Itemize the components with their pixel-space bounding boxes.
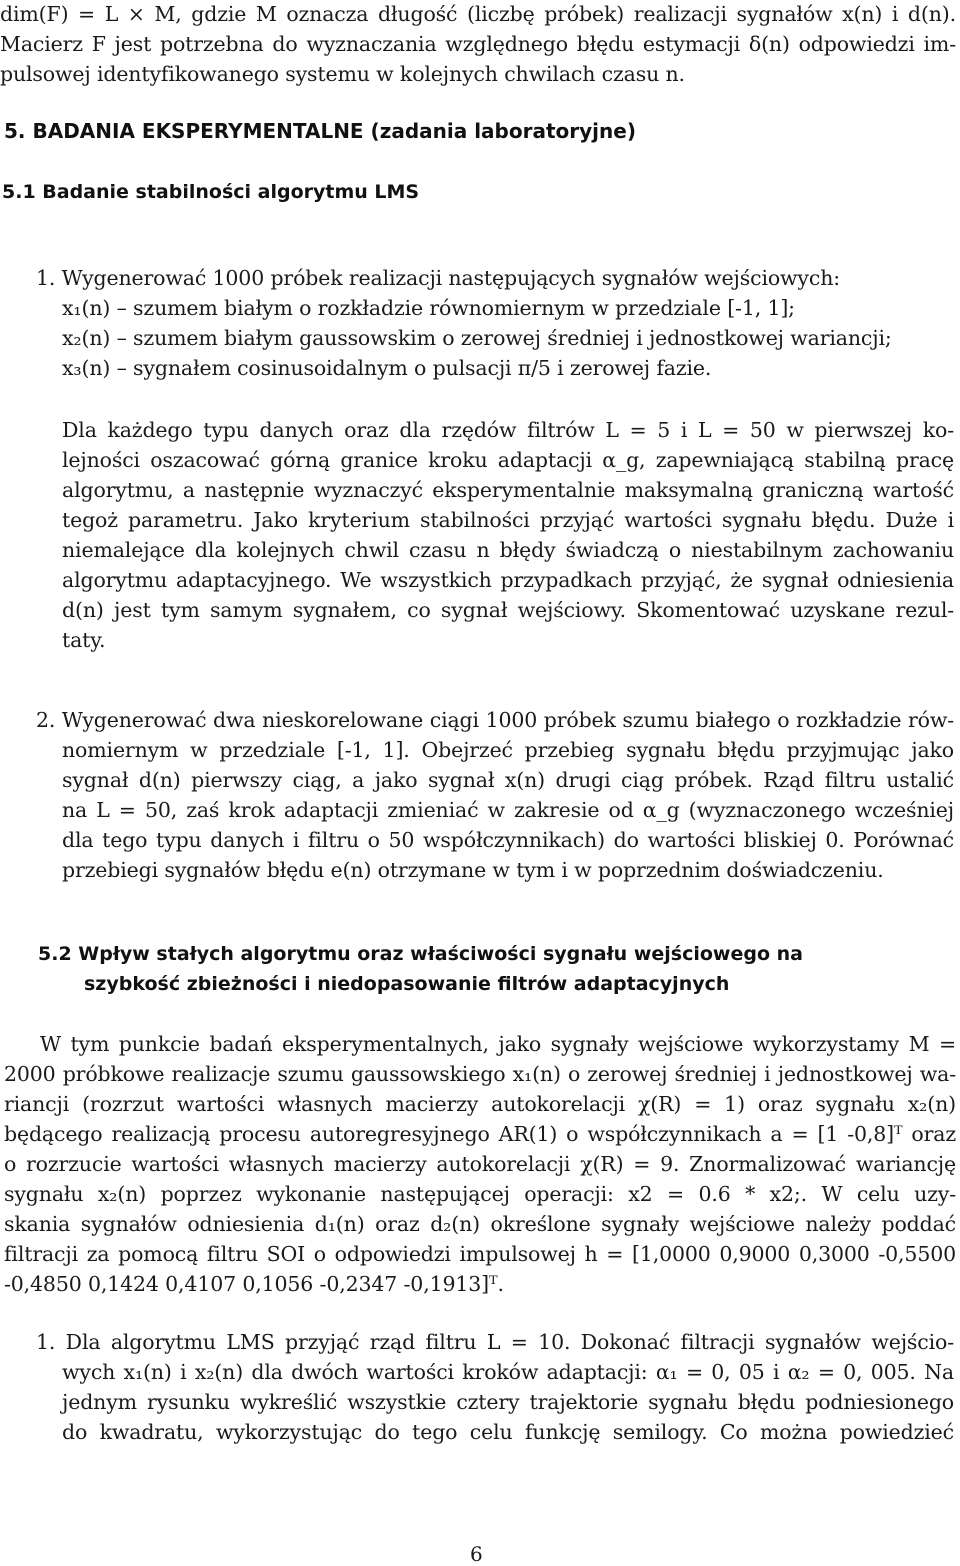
text-line: dla tego typu danych i filtru o 50 współczynnikach) do wartości bliskiej 0. Porównać xyxy=(62,828,954,852)
text-line: Macierz F jest potrzebna do wyznaczania względnego błędu estymacji δ(n) odpowiedzi im- xyxy=(0,32,956,56)
text-line: d(n) jest tym samym sygnałem, co sygnał wejściowy. Skomentować uzyskane rezul- xyxy=(62,598,954,622)
text-line: algorytmu, a następnie wyznaczyć eksperymentalnie maksymalną graniczną wartość xyxy=(62,478,954,502)
text-line: do kwadratu, wykorzystując do tego celu funkcję semilogy. Co można powiedzieć xyxy=(62,1420,954,1444)
text-line: algorytmu adaptacyjnego. We wszystkich przypadkach przyjąć, że sygnał odniesienia xyxy=(62,568,954,592)
text-line: -0,4850 0,1424 0,4107 0,1056 -0,2347 -0,1913]ᵀ. xyxy=(4,1272,504,1296)
text-line: Dla każdego typu danych oraz dla rzędów filtrów L = 5 i L = 50 w pierwszej ko- xyxy=(62,418,954,442)
subsection-heading-cont: szybkość zbieżności i niedopasowanie filtrów adaptacyjnych xyxy=(84,973,730,995)
text-line: sygnału x₂(n) poprzez wykonanie następującej operacji: x2 = 0.6 * x2;. W celu uzy- xyxy=(4,1182,956,1206)
text-line: 2000 próbkowe realizacje szumu gaussowskiego x₁(n) o zerowej średniej i jednostkowej wa- xyxy=(4,1062,956,1086)
text-line: taty. xyxy=(62,628,106,652)
text-line: jednym rysunku wykreślić wszystkie cztery trajektorie sygnału błędu podniesionego xyxy=(62,1390,954,1414)
text-line: o rozrzucie wartości własnych macierzy autokorelacji χ(R) = 9. Znormalizować wariancję xyxy=(4,1152,956,1176)
subsection-heading: 5.2 Wpływ stałych algorytmu oraz właściwości sygnału wejściowego na xyxy=(38,943,803,965)
text-line: riancji (rozrzut wartości własnych macierzy autokorelacji χ(R) = 1) oraz sygnału x₂(n) xyxy=(4,1092,956,1116)
text-line: skania sygnałów odniesienia d₁(n) oraz d₂(n) określone sygnały wejściowe należy poddać xyxy=(4,1212,956,1236)
text-line: nomiernym w przedziale [-1, 1]. Obejrzeć przebieg sygnału błędu przyjmując jako xyxy=(62,738,954,762)
text-line: lejności oszacować górną granice kroku adaptacji α_g, zapewniającą stabilną pracę xyxy=(62,448,954,472)
text-line: będącego realizacją procesu autoregresyjnego AR(1) o współczynnikach a = [1 -0,8]ᵀ oraz xyxy=(4,1122,956,1146)
page-number: 6 xyxy=(470,1542,483,1566)
text-line: x₃(n) – sygnałem cosinusoidalnym o pulsacji π/5 i zerowej fazie. xyxy=(62,356,712,380)
text-line: sygnał d(n) pierwszy ciąg, a jako sygnał x(n) drugi ciąg próbek. Rząd filtru ustalić xyxy=(62,768,954,792)
section-heading: 5. BADANIA EKSPERYMENTALNE (zadania laboratoryjne) xyxy=(4,119,636,143)
subsection-heading: 5.1 Badanie stabilności algorytmu LMS xyxy=(2,181,420,203)
text-line: W tym punkcie badań eksperymentalnych, jako sygnały wejściowe wykorzystamy M = xyxy=(40,1032,956,1056)
text-line: tegoż parametru. Jako kryterium stabilności przyjąć wartości sygnału błędu. Duże i xyxy=(62,508,954,532)
text-line: 1. Dla algorytmu LMS przyjąć rząd filtru L = 10. Dokonać filtracji sygnałów wejścio- xyxy=(36,1330,954,1354)
text-line: przebiegi sygnałów błędu e(n) otrzymane w tym i w poprzednim doświadczeniu. xyxy=(62,858,884,882)
text-line: pulsowej identyfikowanego systemu w kolejnych chwilach czasu n. xyxy=(0,62,685,86)
text-line: 1. Wygenerować 1000 próbek realizacji następujących sygnałów wejściowych: xyxy=(36,266,841,290)
text-line: dim(F) = L × M, gdzie M oznacza długość (liczbę próbek) realizacji sygnałów x(n) i d(n). xyxy=(0,2,956,26)
text-line: x₁(n) – szumem białym o rozkładzie równomiernym w przedziale [-1, 1]; xyxy=(62,296,795,320)
text-line: niemalejące dla kolejnych chwil czasu n błędy świadczą o niestabilnym zachowaniu xyxy=(62,538,954,562)
text-line: filtracji za pomocą filtru SOI o odpowiedzi impulsowej h = [1,0000 0,9000 0,3000 -0,5500 xyxy=(4,1242,956,1266)
text-line: 2. Wygenerować dwa nieskorelowane ciągi 1000 próbek szumu białego o rozkładzie rów- xyxy=(36,708,954,732)
text-line: x₂(n) – szumem białym gaussowskim o zerowej średniej i jednostkowej wariancji; xyxy=(62,326,892,350)
text-line: na L = 50, zaś krok adaptacji zmieniać w zakresie od α_g (wyznaczonego wcześniej xyxy=(62,798,954,822)
text-line: wych x₁(n) i x₂(n) dla dwóch wartości kroków adaptacji: α₁ = 0, 05 i α₂ = 0, 005. Na xyxy=(62,1360,954,1384)
